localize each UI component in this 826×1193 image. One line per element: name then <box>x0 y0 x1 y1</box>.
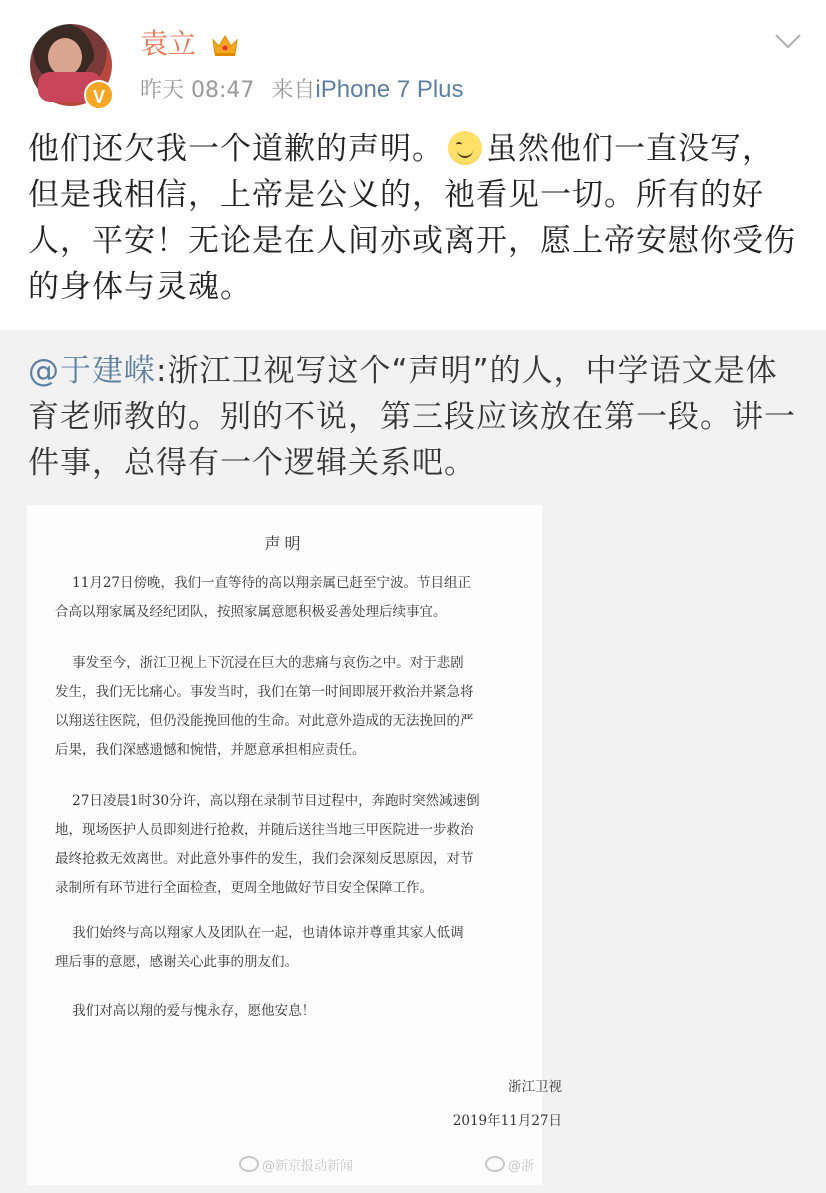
statement-paragraph-2: 事发至今，浙江卫视上下沉浸在巨大的悲痛与哀伤之中。对于悲剧 发生，我们无比痛心。事发当时，我们在第一时间即展开救治并紧急将 以翔送往医院，但仍没能挽回他的生命。对此意外造成的无法挽回的严 后果，我们深感遗憾和惋惜，并愿意承担相应责任。 <box>55 655 474 758</box>
statement-image[interactable] <box>27 505 562 1185</box>
statement-paragraph-3: 27日凌晨1时30分许，高以翔在录制节目过程中，奔跑时突然减速倒 地，现场医护人员即刻进行抢救，并随后送往当地三甲医院进一步救治 最终抢救无效离世。对此意外事件的发生，我们会深刻反思原因，对节 录制所有环节进行全面检查，更周全地做好节目安全保障工作。 <box>55 793 480 896</box>
watermark-2: @浙 <box>485 1155 534 1174</box>
weibo-post <box>0 0 826 330</box>
statement-date: 2019年11月27日 <box>452 1113 562 1129</box>
post-text-part-2: 虽然他们一直没写，但是我相信，上帝是公义的，祂看见一切。所有的好人，平安！无论是在人间亦或离开，愿上帝安慰你受伤的身体与灵魂。 <box>28 131 796 305</box>
weibo-logo-icon <box>239 1156 259 1172</box>
crown-icon <box>210 32 240 58</box>
statement-paragraph-4: 我们始终与高以翔家人及团队在一起，也请体谅并尊重其家人低调 理后事的意愿，感谢关心此事的朋友们。 <box>55 925 464 970</box>
repost-body: :浙江卫视写这个“声明”的人，中学语文是体育老师教的。别的不说，第三段应该放在第一段。讲一件事，总得有一个逻辑关系吧。 <box>28 353 796 481</box>
statement-signature: 浙江卫视 <box>508 1079 562 1095</box>
weibo-logo-icon <box>485 1156 505 1172</box>
post-meta <box>140 74 464 107</box>
mention-link[interactable]: @于建嵘 <box>28 353 156 389</box>
verified-v-icon: V <box>84 80 114 110</box>
watermark-1: @新京报动新闻 <box>239 1155 353 1174</box>
smile-emoji-icon <box>448 131 482 165</box>
post-device[interactable]: iPhone 7 Plus <box>315 76 464 103</box>
chevron-down-icon[interactable] <box>774 32 802 50</box>
repost-text <box>28 348 804 486</box>
statement-paragraph-5: 我们对高以翔的爱与愧永存，愿他安息！ <box>55 1003 316 1019</box>
repost-section[interactable] <box>0 330 826 1193</box>
post-time: 昨天 08:47 <box>140 78 255 103</box>
username[interactable]: 袁立 <box>140 27 197 60</box>
post-text <box>28 126 804 310</box>
statement-paragraph-1: 11月27日傍晚，我们一直等待的高以翔亲属已赶至宁波。节目组正 合高以翔家属及经纪团队，按照家属意愿积极妥善处理后续事宜。 <box>55 575 472 620</box>
post-text-part-1: 他们还欠我一个道歉的声明。 <box>28 131 444 167</box>
statement-title: 声明 <box>264 534 305 553</box>
source-prefix: 来自 <box>271 78 316 103</box>
